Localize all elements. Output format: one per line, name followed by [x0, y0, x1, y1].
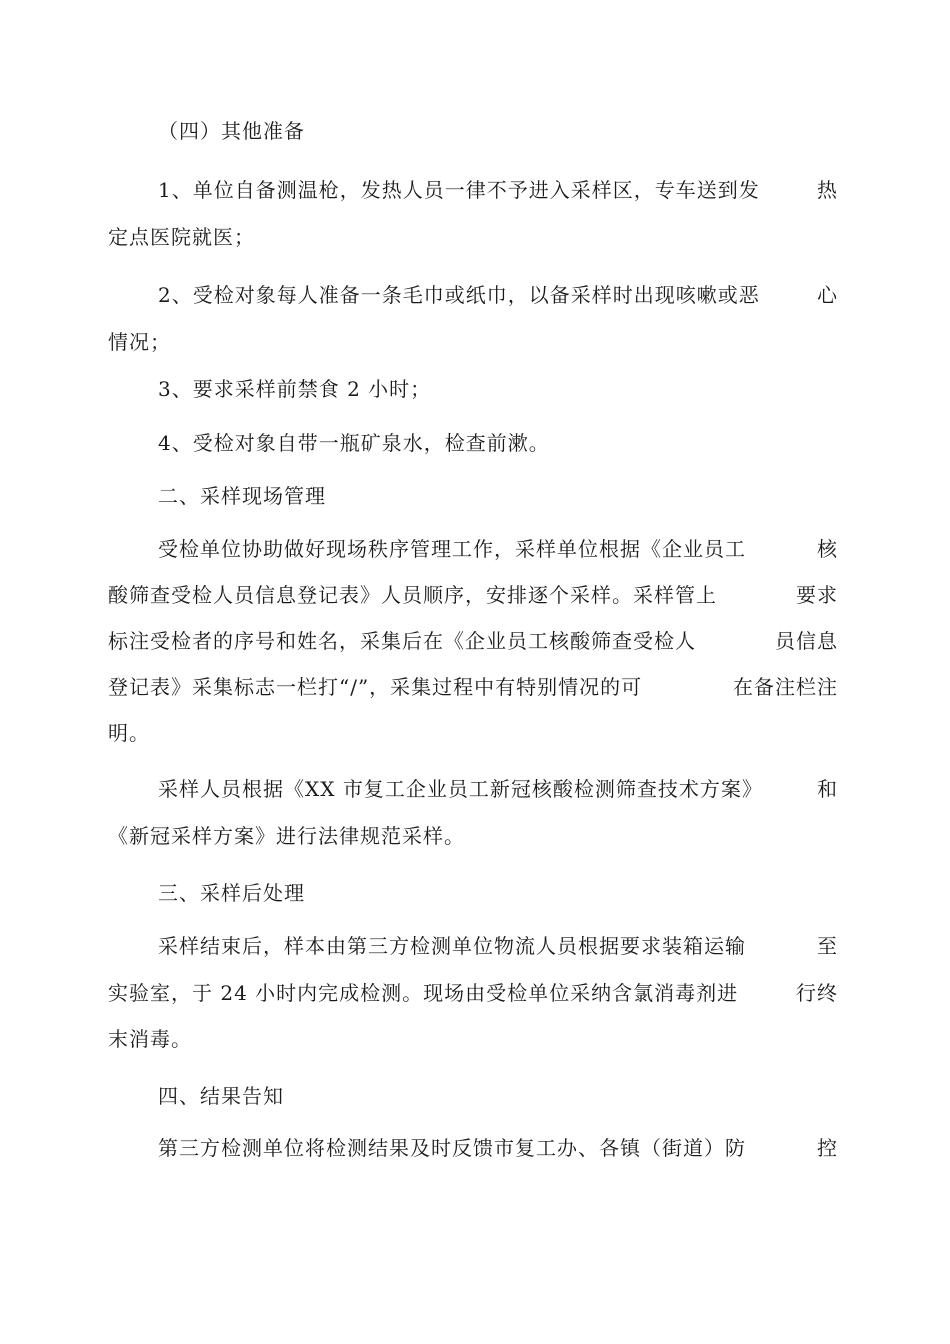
item-1-text-b: 热 [817, 178, 838, 202]
site-para1-line-1 [158, 536, 838, 562]
post-para-l2b: 行终 [796, 981, 838, 1005]
item-2-line-2: 情况； [108, 330, 171, 354]
site-para1-l2b: 要求 [796, 583, 838, 607]
post-para-line-2 [108, 980, 838, 1006]
item-2-line-1 [158, 282, 838, 308]
site-para1-line-5: 明。 [108, 721, 150, 745]
post-para-l2a: 实验室，于 24 小时内完成检测。现场由受检单位采纳含氯消毒剂进 [108, 981, 739, 1005]
result-para-l1b: 控 [817, 1136, 838, 1160]
post-para-l1b: 至 [817, 934, 838, 958]
post-para-l1a: 采样结束后，样本由第三方检测单位物流人员根据要求装箱运输 [158, 934, 746, 958]
item-2-text-b: 心 [817, 283, 838, 307]
site-para1-line-4 [108, 674, 838, 700]
site-para1-line-2 [108, 582, 838, 608]
item-4: 4、受检对象自带一瓶矿泉水，检查前漱。 [158, 431, 550, 455]
item-1-text-a: 1、单位自备测温枪，发热人员一律不予进入采样区，专车送到发 [158, 178, 760, 202]
site-para1-l4b: 在备注栏注 [733, 675, 838, 699]
item-3: 3、要求采样前禁食 2 小时； [158, 377, 432, 401]
site-para1-line-3 [108, 628, 838, 654]
section-heading-result-notice: 四、结果告知 [158, 1084, 284, 1108]
section-heading-other-prep: （四）其他准备 [158, 119, 305, 143]
site-para1-l1a: 受检单位协助做好现场秩序管理工作，采样单位根据《企业员工 [158, 537, 746, 561]
site-para2-line-2: 《新冠采样方案》进行法律规范采样。 [108, 824, 465, 848]
site-para1-l3a: 标注受检者的序号和姓名，采集后在《企业员工核酸筛查受检人 [108, 629, 696, 653]
site-para1-l1b: 核 [817, 537, 838, 561]
site-para1-l4a: 登记表》采集标志一栏打“/”，采集过程中有特别情况的可 [108, 675, 643, 699]
post-para-line-1 [158, 933, 838, 959]
site-para1-l3b: 员信息 [775, 629, 838, 653]
item-2-text-a: 2、受检对象每人准备一条毛巾或纸巾，以备采样时出现咳嗽或恶 [158, 283, 760, 307]
item-1-line-1 [158, 177, 838, 203]
section-heading-post-sampling: 三、采样后处理 [158, 881, 305, 905]
site-para2-l1a: 采样人员根据《XX 市复工企业员工新冠核酸检测筛查技术方案》 [158, 777, 763, 801]
post-para-line-3: 末消毒。 [108, 1027, 192, 1051]
site-para2-line-1 [158, 776, 838, 802]
item-1-line-2: 定点医院就医； [108, 225, 255, 249]
result-para-l1a: 第三方检测单位将检测结果及时反馈市复工办、各镇（街道）防 [158, 1136, 746, 1160]
result-para-line-1 [158, 1135, 838, 1161]
site-para2-l1b: 和 [817, 777, 838, 801]
site-para1-l2a: 酸筛查受检人员信息登记表》人员顺序，安排逐个采样。采样管上 [108, 583, 717, 607]
section-heading-site-management: 二、采样现场管理 [158, 484, 326, 508]
